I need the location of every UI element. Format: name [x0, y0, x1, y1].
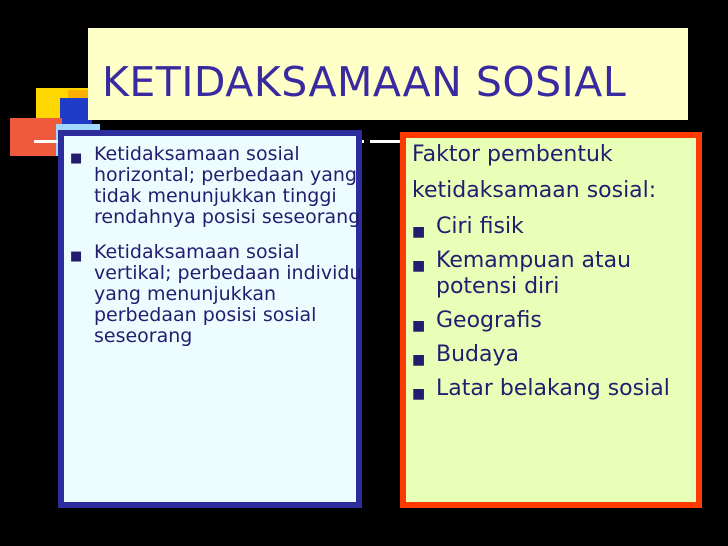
list-item [412, 248, 702, 300]
right-heading-line1: Faktor pembentuk [412, 142, 613, 167]
list-item-text: Budaya [436, 342, 519, 367]
left-list [68, 144, 366, 361]
square-bullet-icon: ■ [412, 318, 426, 334]
square-bullet-icon: ■ [412, 352, 426, 368]
list-item-text: Ketidaksamaan sosial horizontal; perbedaan yang tidak menunjukkan tinggi rendahnya posisi seseorang [94, 143, 361, 228]
list-item [412, 214, 702, 240]
list-item-text: Kemampuan atau potensi diri [436, 248, 632, 299]
list-item-text: Ciri fisik [436, 214, 524, 239]
list-item-text: Geografis [436, 308, 542, 333]
decor-red-square [10, 118, 62, 156]
square-bullet-icon: ■ [412, 258, 426, 274]
list-item-text: Latar belakang sosial [436, 376, 670, 401]
square-bullet-icon: ■ [412, 386, 426, 402]
slide-title: KETIDAKSAMAAN SOSIAL [102, 58, 627, 106]
list-item [412, 376, 702, 402]
list-item [412, 342, 702, 368]
divider-line [370, 140, 402, 143]
list-item [68, 144, 366, 228]
right-heading-line2: ketidaksamaan sosial: [412, 178, 657, 203]
square-bullet-icon: ■ [412, 224, 426, 240]
list-item [68, 242, 366, 347]
list-item [412, 308, 702, 334]
list-item-text: Ketidaksamaan sosial vertikal; perbedaan individu yang menunjukkan perbedaan posisi sosial seseorang [94, 241, 362, 347]
square-bullet-icon: ■ [70, 249, 83, 264]
square-bullet-icon: ■ [70, 151, 83, 166]
right-list [412, 214, 702, 410]
